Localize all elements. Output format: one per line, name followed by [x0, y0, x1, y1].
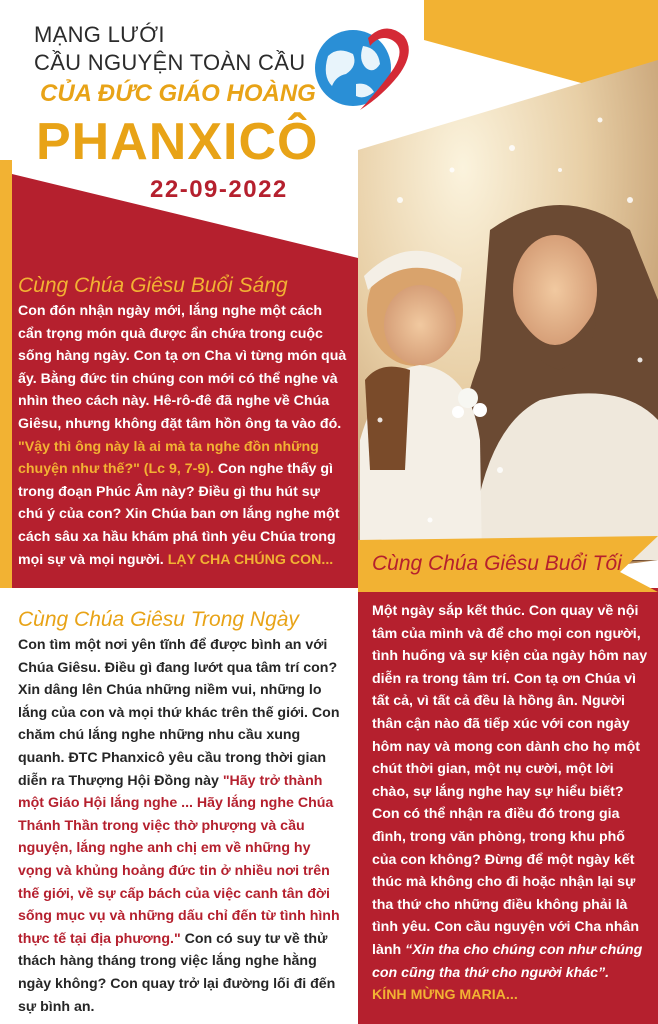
header-title-line1: MẠNG LƯỚI: [34, 22, 165, 47]
header-pope-name: PHANXICÔ: [36, 113, 319, 171]
evening-quote: “Xin tha cho chúng con như chúng con cũng tha thứ cho người khác”.: [372, 941, 643, 981]
evening-section-text: [372, 600, 650, 1007]
day-body-2: Con có suy tư về thử thách hàng tháng trong việc lắng nghe hằng ngày không? Con quay trở lại đường lối đi đến sự bình an.: [18, 930, 336, 1015]
globe-heart-logo-icon: [308, 16, 418, 116]
day-section-text: [18, 634, 348, 1018]
header-title-line3: CỦA ĐỨC GIÁO HOÀNG: [40, 80, 316, 107]
morning-ending: LẠY CHA CHÚNG CON...: [167, 551, 334, 568]
jesus-with-child-photo: [358, 60, 658, 600]
header-title-line2: CẦU NGUYỆN TOÀN CẦU: [34, 50, 306, 75]
morning-section-title: Cùng Chúa Giêsu Buổi Sáng: [18, 274, 288, 297]
header-date: 22-09-2022: [150, 176, 288, 203]
day-body: Con tìm một nơi yên tĩnh để được bình an với Chúa Giêsu. Điều gì đang lướt qua tâm trí con? Xin dâng lên Chúa những niềm vui, những lo lắng của con và mọi thứ khác trên thế giới. Con chăm chú lắng nghe những nhu cầu xung quanh. ĐTC Phanxicô yêu cầu trong thời gian diễn ra Thượng Hội Đồng này: [18, 637, 340, 789]
evening-ending: KÍNH MỪNG MARIA...: [372, 987, 518, 1004]
morning-section-text: [18, 300, 348, 571]
evening-body: Một ngày sắp kết thúc. Con quay về nội tâm của mình và để cho mọi con người, tình huống và sự kiện của ngày hôm nay diễn ra trong tâm trí. Con tạ ơn Chúa vì tất cả, vì tất cả đều là hồng ân. Người thân cận nào đã tiếp xúc với con ngày hôm nay và mong con dành cho họ một chút thời gian, một nụ cười, một lời chào, sự lắng nghe hay sự hiểu biết? Con có thể nhận ra điều đó trong gia đình, trong văn phòng, trong khu phố của con không? Đừng để một ngày kết thúc mà không cho đi hoặc nhận lại sự tha thứ cho những điều không phải là tình yêu. Con cầu nguyện với Cha nhân lành: [372, 603, 648, 958]
day-section-title: Cùng Chúa Giêsu Trong Ngày: [18, 608, 299, 631]
evening-section-title: Cùng Chúa Giêsu Buổi Tối: [372, 552, 622, 575]
morning-body: Con đón nhận ngày mới, lắng nghe một cách cẩn trọng món quà được ẩn chứa trong cuộc sống hàng ngày. Con tạ ơn Cha vì từng món quà ấy. Bằng đức tin chúng con mới có thể nghe và nhìn theo cách này. Hê-rô-đê đã nghe về Chúa Giêsu, nhưng không đặt tâm hồn ông ta vào đó.: [18, 303, 347, 432]
morning-quote: "Vậy thì ông này là ai mà ta nghe đồn những chuyện như thế?" (Lc 9, 7-9).: [18, 438, 319, 478]
morning-body-2: Con nghe thấy gì trong đoạn Phúc Âm này? Điều gì thu hút sự chú ý của con? Xin Chúa ban ơn lắng nghe một cách sâu xa hầu khám phá tình yêu Chúa trong mọi sự và mọi người.: [18, 461, 340, 568]
day-quote: "Hãy trở thành một Giáo Hội lắng nghe ... Hãy lắng nghe Chúa Thánh Thần trong việc thờ phượng và cầu nguyện, lắng nghe anh chị em về những hy vọng và khủng hoảng đức tin ở nhiều nơi trên thế giới, về sự cấp bách của việc canh tân đời sống mục vụ và những dấu chỉ đến từ tình hình thực tế tại địa phương.": [18, 772, 340, 947]
